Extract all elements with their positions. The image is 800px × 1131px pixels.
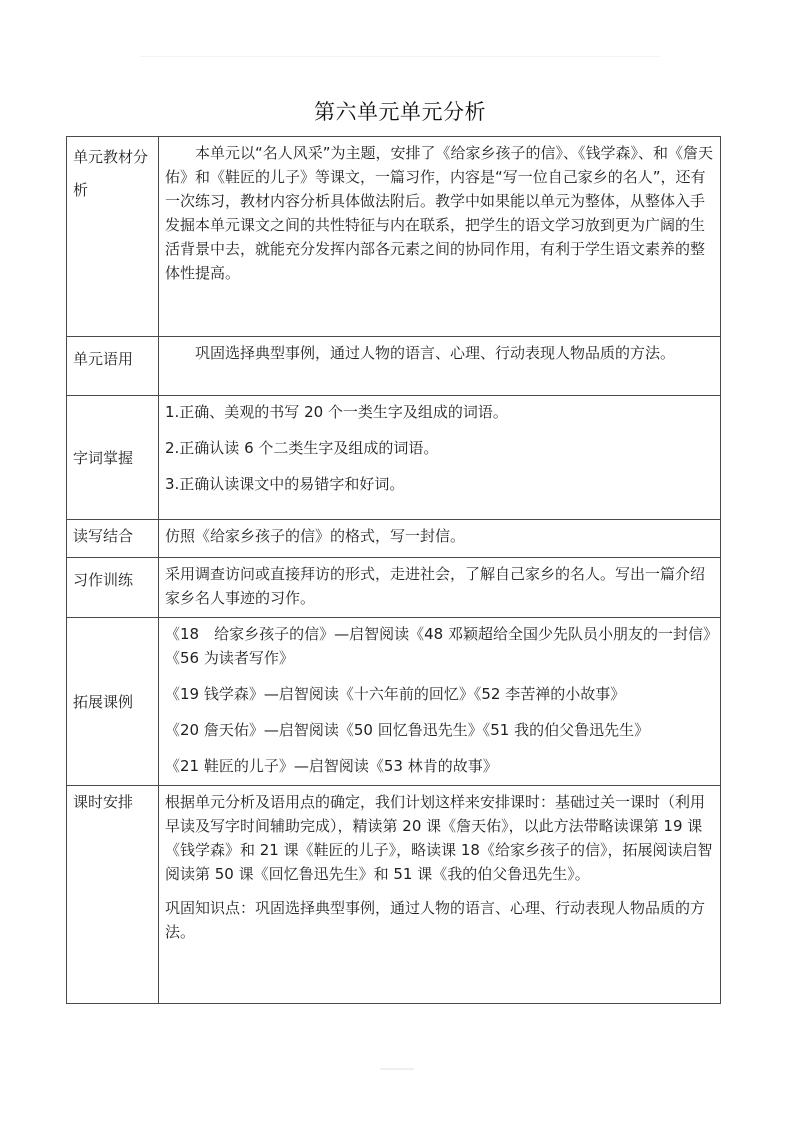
row-vocabulary xyxy=(67,396,721,520)
extension-item: 《21 鞋匠的儿子》—启智阅读《53 林肯的故事》 xyxy=(165,757,498,775)
label-schedule xyxy=(67,786,159,1004)
label-vocabulary-text: 字词掌握 xyxy=(73,448,134,467)
row-materials xyxy=(67,137,721,337)
content-reading-writing xyxy=(159,520,721,558)
row-language-use xyxy=(67,337,721,396)
vocabulary-item: 1.正确、美观的书写 20 个一类生字及组成的词语。 xyxy=(165,403,508,421)
page-title: 第六单元单元分析 xyxy=(314,100,486,124)
label-language-use-text: 单元语用 xyxy=(73,350,134,368)
materials-text: 本单元以“名人风采”为主题，安排了《给家乡孩子的信》、《钱学森》、和《詹天佑》和《鞋匠的儿子》等课文，一篇习作，内容是“写一位自己家乡的名人”，还有一次练习，教材内容分析具体做法附后。教学中如果能以单元为整体，从整体入手发掘本单元课文之间的共性特征与内在联系，把学生的语文学习放到更为广阔的生活背景中去，就能充分发挥内部各元素之间的协同作用，有利于学生语文素养的整体性提高。 xyxy=(165,144,714,282)
label-composition xyxy=(67,558,159,618)
language-use-text: 巩固选择典型事例，通过人物的语言、心理、行动表现人物品质的方法。 xyxy=(195,344,676,362)
row-extension xyxy=(67,618,721,786)
content-materials xyxy=(159,137,721,337)
header-rule xyxy=(140,56,660,57)
content-language-use xyxy=(159,337,721,396)
content-vocabulary xyxy=(159,396,721,520)
label-extension-text: 拓展课例 xyxy=(73,692,134,711)
label-vocabulary xyxy=(67,396,159,520)
label-materials-text: 单元教材分析 xyxy=(73,148,149,199)
label-language-use xyxy=(67,337,159,396)
label-reading-writing-text: 读写结合 xyxy=(73,527,134,545)
composition-text: 采用调查访问或直接拜访的形式，走进社会，了解自己家乡的名人。写出一篇介绍家乡名人事迹的习作。 xyxy=(165,565,706,607)
vocabulary-item: 2.正确认读 6 个二类生字及组成的词语。 xyxy=(165,439,439,457)
schedule-paragraph: 根据单元分析及语用点的确定，我们计划这样来安排课时：基础过关一课时（利用早读及写字时间辅助完成），精读第 20 课《詹天佑》，以此方法带略读课第 19 课《钱学森》和 21 课《鞋匠的儿子》，略读课 18《给家乡孩子的信》，拓展阅读启智阅读第 50 课《回忆鲁迅先生》和 51 课《我的伯父鲁迅先生》。 xyxy=(165,793,713,883)
label-materials xyxy=(67,137,159,337)
content-extension xyxy=(159,618,721,786)
footer-mark xyxy=(380,1068,414,1070)
label-composition-text: 习作训练 xyxy=(73,571,134,589)
row-reading-writing xyxy=(67,520,721,558)
extension-item: 《18 给家乡孩子的信》—启智阅读《48 邓颖超给全国少先队员小朋友的一封信》《56 为读者写作》 xyxy=(165,625,711,667)
reading-writing-text: 仿照《给家乡孩子的信》的格式，写一封信。 xyxy=(165,527,466,545)
row-composition xyxy=(67,558,721,618)
unit-analysis-table xyxy=(66,136,721,1004)
label-reading-writing xyxy=(67,520,159,558)
label-schedule-text: 课时安排 xyxy=(73,793,134,811)
extension-item: 《19 钱学森》—启智阅读《十六年前的回忆》《52 李苦禅的小故事》 xyxy=(165,685,626,703)
schedule-paragraph: 巩固知识点：巩固选择典型事例，通过人物的语言、心理、行动表现人物品质的方法。 xyxy=(165,899,706,941)
label-extension xyxy=(67,618,159,786)
row-schedule xyxy=(67,786,721,1004)
extension-item: 《20 詹天佑》—启智阅读《50 回忆鲁迅先生》《51 我的伯父鲁迅先生》 xyxy=(165,721,650,739)
content-schedule xyxy=(159,786,721,1004)
vocabulary-item: 3.正确认读课文中的易错字和好词。 xyxy=(165,475,405,493)
content-composition xyxy=(159,558,721,618)
